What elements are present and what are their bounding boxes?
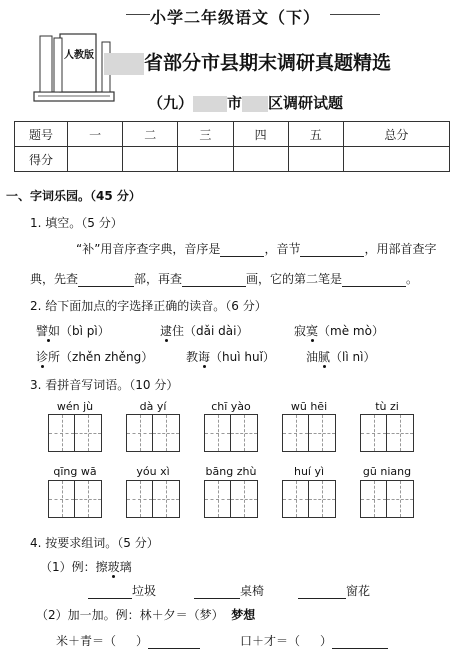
pinyin-label: qīng wā	[53, 465, 97, 478]
tianzi-grid[interactable]	[204, 480, 258, 518]
pinyin-label: yóu xì	[136, 465, 170, 478]
pinyin-label: chī yào	[211, 400, 251, 413]
tianzi-grid[interactable]	[126, 480, 180, 518]
redacted-district	[242, 96, 268, 112]
score-cell: 题号	[15, 122, 68, 147]
tianzi-grid[interactable]	[48, 414, 102, 452]
score-cell: 三	[178, 122, 233, 147]
question-1-line-1: “补”用音序查字典，音序是 ，音节 ，用部首查字	[76, 242, 437, 256]
tianzi-grid[interactable]	[204, 414, 258, 452]
add-item: 米＋青＝（ ）	[56, 632, 200, 649]
score-cell: 得分	[15, 147, 68, 172]
pronunciation-item: 逮住（dǎi dài）	[160, 324, 249, 338]
score-cell: 二	[123, 122, 178, 147]
score-table	[14, 121, 450, 172]
answer-blank[interactable]	[300, 244, 364, 257]
tianzi-grid[interactable]	[282, 480, 336, 518]
tianzi-grid[interactable]	[48, 480, 102, 518]
answer-blank[interactable]	[88, 586, 132, 599]
pinyin-label: huí yì	[293, 465, 325, 478]
pinyin-label: gū niang	[362, 465, 412, 478]
score-input-cell[interactable]	[178, 147, 233, 172]
add-item: 口＋才＝（ ）	[240, 632, 388, 649]
answer-blank[interactable]	[182, 274, 246, 287]
book-label: 人教版	[64, 50, 94, 61]
pinyin-label: wū hēi	[290, 400, 328, 413]
score-input-cell[interactable]	[233, 147, 288, 172]
tianzi-grid[interactable]	[282, 414, 336, 452]
pinyin-label: wén jù	[56, 400, 94, 413]
answer-blank[interactable]	[194, 586, 240, 599]
question-3-title: 3. 看拼音写词语。（10 分）	[30, 378, 179, 392]
score-cell: 五	[288, 122, 343, 147]
redacted-province	[104, 53, 144, 75]
score-table-score-row	[15, 147, 450, 172]
answer-blank[interactable]	[148, 636, 200, 649]
section-title: 一、字词乐园。（45 分）	[6, 189, 141, 203]
exam-subtitle: （九） 市 区调研试题	[148, 94, 344, 112]
score-input-cell[interactable]	[288, 147, 343, 172]
pronunciation-item: 油腻（lì nì）	[306, 350, 376, 364]
answer-blank[interactable]	[220, 244, 264, 257]
word-blank-item: 窗花	[298, 582, 370, 599]
question-1-title: 1. 填空。（5 分）	[30, 216, 123, 230]
score-input-cell[interactable]	[123, 147, 178, 172]
score-cell: 一	[68, 122, 123, 147]
score-input-cell[interactable]	[343, 147, 449, 172]
question-1-line-2: 典，先查 部，再查 画，它的第二笔是 。	[30, 272, 419, 286]
tianzi-grid[interactable]	[126, 414, 180, 452]
question-4-sub2: （2）加一加。例：林＋夕＝（梦） 梦想	[36, 608, 256, 622]
answer-blank[interactable]	[78, 274, 134, 287]
pinyin-label: tù zi	[375, 400, 399, 413]
answer-blank[interactable]	[332, 636, 388, 649]
tianzi-grid[interactable]	[360, 414, 414, 452]
question-2-title: 2. 给下面加点的字选择正确的读音。（6 分）	[30, 299, 267, 313]
answer-blank[interactable]	[298, 586, 346, 599]
pronunciation-item: 教诲（huì huǐ）	[186, 350, 275, 364]
course-title: 小学二年级语文（下）	[149, 8, 320, 27]
answer-blank[interactable]	[342, 274, 406, 287]
score-cell: 总分	[343, 122, 449, 147]
pronunciation-item: 譬如（bì pì）	[36, 324, 110, 338]
exam-title: 省部分市县期末调研真题精选	[104, 48, 391, 75]
score-input-cell[interactable]	[68, 147, 123, 172]
pronunciation-item: 寂寞（mè mò）	[294, 324, 384, 338]
word-blank-item: 垃圾	[88, 582, 156, 599]
redacted-city	[193, 96, 227, 112]
tianzi-grid[interactable]	[360, 480, 414, 518]
score-cell: 四	[233, 122, 288, 147]
pronunciation-item: 诊所（zhěn zhěng）	[36, 350, 154, 364]
word-blank-item: 桌椅	[194, 582, 264, 599]
question-4-title: 4. 按要求组词。（5 分）	[30, 536, 159, 550]
pinyin-label: dà yí	[139, 400, 167, 413]
question-4-sub1: （1）例：擦玻璃	[40, 560, 132, 574]
pinyin-label: bāng zhù	[205, 465, 257, 478]
score-table-header-row	[15, 122, 450, 147]
